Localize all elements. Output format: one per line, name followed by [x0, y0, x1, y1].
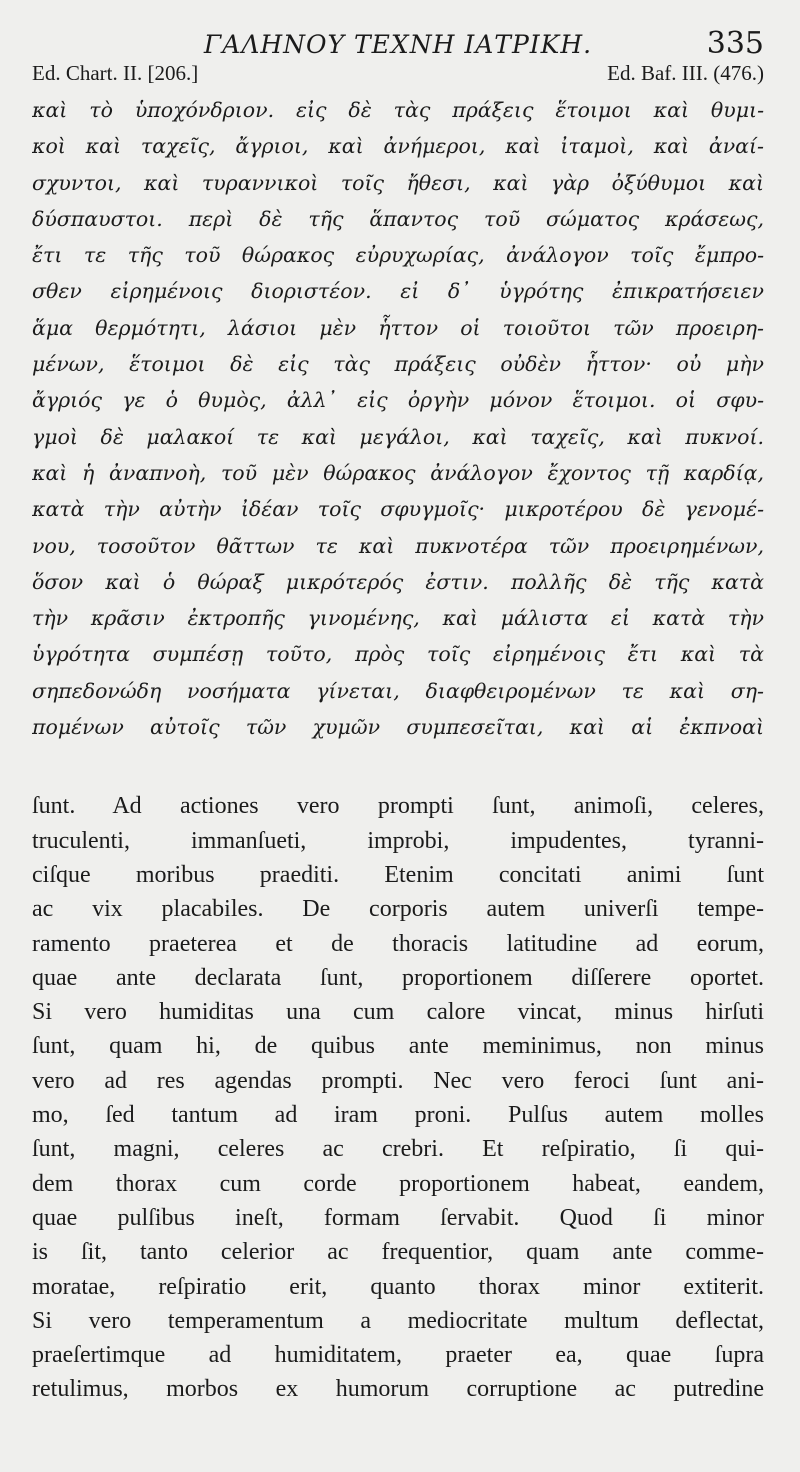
- greek-line: δύσπαυστοι. περὶ δὲ τῆς ἅπαντος τοῦ σώματος κράσεως,: [32, 206, 764, 231]
- latin-line: dem thorax cum corde proportionem habeat, eandem,: [32, 1170, 764, 1197]
- edition-right: Ed. Baf. III. (476.): [607, 61, 764, 85]
- greek-line: πομένων αὐτοῖς τῶν χυμῶν συμπεσεῖται, καὶ αἱ ἐκπνοαὶ: [32, 715, 764, 740]
- greek-line: ὑγρότητα συμπέσῃ τοῦτο, πρὸς τοῖς εἰρημένοις ἔτι καὶ τὰ: [32, 642, 764, 667]
- greek-line: κατὰ τὴν αὐτὴν ἰδέαν τοῖς σφυγμοῖς· μικροτέρου δὲ γενομέ-: [32, 497, 764, 522]
- greek-line: σθεν εἰρημένοις διοριστέον. εἰ δ᾽ ὑγρότης ἐπικρατήσειεν: [32, 279, 764, 304]
- latin-line: truculenti, immanſueti, improbi, impudentes, tyranni-: [32, 827, 764, 854]
- latin-line: Si vero humiditas una cum calore vincat, minus hirſuti: [32, 999, 764, 1026]
- greek-line: τὴν κρᾶσιν ἐκτροπῆς γινομένης, καὶ μάλιστα εἰ κατὰ τὴν: [32, 606, 764, 631]
- latin-line: ramento praeterea et de thoracis latitudine ad eorum,: [32, 930, 764, 957]
- edition-left: Ed. Chart. II. [206.]: [32, 61, 199, 85]
- greek-line: καὶ τὸ ὑποχόνδριον. εἰς δὲ τὰς πράξεις ἕτοιμοι καὶ θυμι-: [32, 98, 764, 122]
- latin-line: retulimus, morbos ex humorum corruptione ac putredine: [32, 1376, 764, 1403]
- greek-line: καὶ ἡ ἀναπνοὴ, τοῦ μὲν θώρακος ἀνάλογον ἔχοντος τῇ καρδίᾳ,: [32, 460, 764, 485]
- greek-line: μένων, ἕτοιμοι δὲ εἰς τὰς πράξεις οὐδὲν ἧττον· οὐ μὴν: [32, 352, 764, 377]
- greek-line: ἄγριός γε ὁ θυμὸς, ἀλλ᾽ εἰς ὀργὴν μόνον ἕτοιμοι. οἱ σφυ-: [32, 388, 764, 413]
- greek-line: ἅμα θερμότητι, λάσιοι μὲν ἧττον οἱ τοιοῦτοι τῶν προειρη-: [32, 315, 764, 340]
- latin-line: ſunt, quam hi, de quibus ante meminimus, non minus: [32, 1033, 764, 1060]
- greek-text: [32, 92, 764, 745]
- latin-line: vero ad res agendas prompti. Nec vero feroci ſunt ani-: [32, 1067, 764, 1094]
- latin-line: praeſertimque ad humiditatem, praeter ea, quae ſupra: [32, 1342, 764, 1369]
- latin-line: ac vix placabiles. De corporis autem univerſi tempe-: [32, 896, 764, 923]
- greek-line: νου, τοσοῦτον θᾶττων τε καὶ πυκνοτέρα τῶν προειρημένων,: [32, 533, 764, 558]
- running-head: [32, 0, 764, 61]
- latin-line: ſunt, magni, celeres ac crebri. Et reſpiratio, ſi qui-: [32, 1136, 764, 1163]
- running-title: ΓΑΛΗΝΟΥ ΤΕΧΝΗ ΙΑΤΡΙΚΗ.: [203, 30, 593, 59]
- greek-line: ἔτι τε τῆς τοῦ θώρακος εὐρυχωρίας, ἀνάλογον τοῖς ἔμπρο-: [32, 243, 764, 268]
- latin-line: quae ante declarata ſunt, proportionem diſſerere oportet.: [32, 964, 764, 991]
- edition-references: [32, 58, 764, 88]
- page-number: 335: [706, 26, 764, 61]
- latin-line: mo, ſed tantum ad iram proni. Pulſus autem molles: [32, 1102, 764, 1129]
- latin-line: moratae, reſpiratio erit, quanto thorax minor extiterit.: [32, 1273, 764, 1300]
- greek-line: σχυντοι, καὶ τυραννικοὶ τοῖς ἤθεσι, καὶ γὰρ ὀξύθυμοι καὶ: [32, 170, 764, 195]
- latin-line: ciſque moribus praediti. Etenim concitati animi ſunt: [32, 861, 764, 888]
- greek-line: σηπεδονώδη νοσήματα γίνεται, διαφθειρομένων τε καὶ ση-: [32, 678, 764, 703]
- latin-text: [32, 789, 764, 1406]
- greek-line: κοὶ καὶ ταχεῖς, ἄγριοι, καὶ ἀνήμεροι, καὶ ἰταμοὶ, καὶ ἀναί-: [32, 134, 764, 159]
- latin-line: ſunt. Ad actiones vero prompti ſunt, animoſi, celeres,: [32, 793, 764, 820]
- latin-line: Si vero temperamentum a mediocritate multum deflectat,: [32, 1307, 764, 1334]
- greek-line: ὅσον καὶ ὁ θώραξ μικρότερός ἐστιν. πολλῆς δὲ τῆς κατὰ: [32, 569, 764, 594]
- greek-line: γμοὶ δὲ μαλακοί τε καὶ μεγάλοι, καὶ ταχεῖς, καὶ πυκνοί.: [32, 424, 764, 449]
- latin-line: is ſit, tanto celerior ac frequentior, quam ante comme-: [32, 1239, 764, 1266]
- latin-line: quae pulſibus ineſt, formam ſervabit. Quod ſi minor: [32, 1204, 764, 1231]
